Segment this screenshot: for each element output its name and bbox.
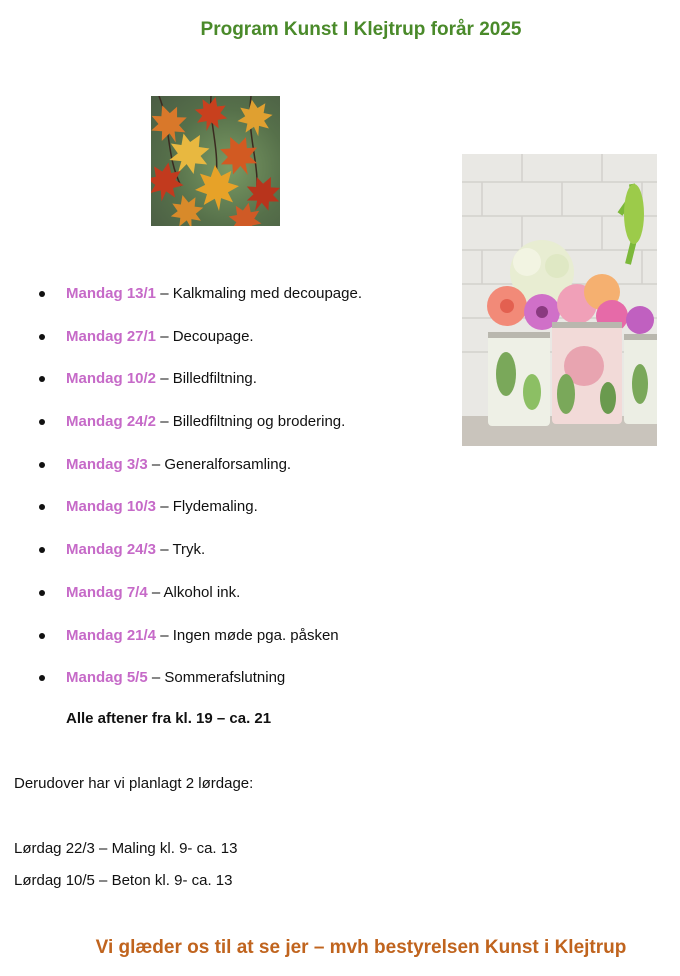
day-label: Mandag 24/2 (66, 413, 157, 430)
day-label: Mandag 24/3 (66, 541, 157, 558)
autumn-leaves-image (151, 96, 280, 226)
bullet-icon (39, 334, 45, 340)
list-item-text (66, 540, 205, 560)
day-label: Mandag 10/2 (66, 370, 157, 387)
day-label: Mandag 3/3 (66, 456, 148, 473)
page-title: Program Kunst I Klejtrup forår 2025 (200, 19, 522, 40)
activity-label: – Billedfiltning og brodering. (156, 413, 346, 430)
activity-label: – Tryk. (156, 541, 206, 558)
footer-text: Vi glæder os til at se jer – mvh bestyrelsen Kunst i Klejtrup (95, 937, 627, 958)
bullet-icon (39, 633, 45, 639)
bullet-icon (39, 419, 45, 425)
list-item-text (66, 327, 254, 347)
saturday-item: Lørdag 10/5 – Beton kl. 9- ca. 13 (14, 872, 233, 889)
day-label: Mandag 10/3 (66, 498, 157, 515)
activity-label: – Sommerafslutning (147, 669, 286, 686)
day-label: Mandag 7/4 (66, 584, 148, 601)
list-item-text (66, 497, 258, 517)
leaves-illustration (151, 96, 280, 226)
vases-illustration (462, 154, 657, 446)
list-item-text (66, 284, 362, 304)
bullet-icon (39, 590, 45, 596)
saturdays-intro: Derudover har vi planlagt 2 lørdage: (14, 775, 254, 792)
activity-label: – Generalforsamling. (147, 456, 292, 473)
activity-label: – Decoupage. (156, 328, 254, 345)
activity-label: – Billedfiltning. (156, 370, 257, 387)
day-label: Mandag 27/1 (66, 328, 157, 345)
list-item-text (66, 583, 240, 603)
activity-label: – Flydemaling. (156, 498, 258, 515)
list-item-text (66, 668, 285, 688)
decoupage-flower-vases-image (462, 154, 657, 446)
list-item-text (66, 412, 345, 432)
day-label: Mandag 13/1 (66, 285, 157, 302)
saturday-item: Lørdag 22/3 – Maling kl. 9- ca. 13 (14, 840, 238, 857)
bullet-icon (39, 675, 45, 681)
bullet-icon (39, 504, 45, 510)
evenings-note: Alle aftener fra kl. 19 – ca. 21 (66, 710, 272, 727)
list-item-text (66, 455, 291, 475)
activity-label: – Alkohol ink. (147, 584, 241, 601)
activity-label: – Kalkmaling med decoupage. (156, 285, 362, 302)
bullet-icon (39, 462, 45, 468)
bullet-icon (39, 291, 45, 297)
activity-label: – Ingen møde pga. påsken (156, 627, 339, 644)
list-item-text (66, 626, 339, 646)
day-label: Mandag 5/5 (66, 669, 148, 686)
list-item-text (66, 369, 257, 389)
bullet-icon (39, 547, 45, 553)
bullet-icon (39, 376, 45, 382)
day-label: Mandag 21/4 (66, 627, 157, 644)
